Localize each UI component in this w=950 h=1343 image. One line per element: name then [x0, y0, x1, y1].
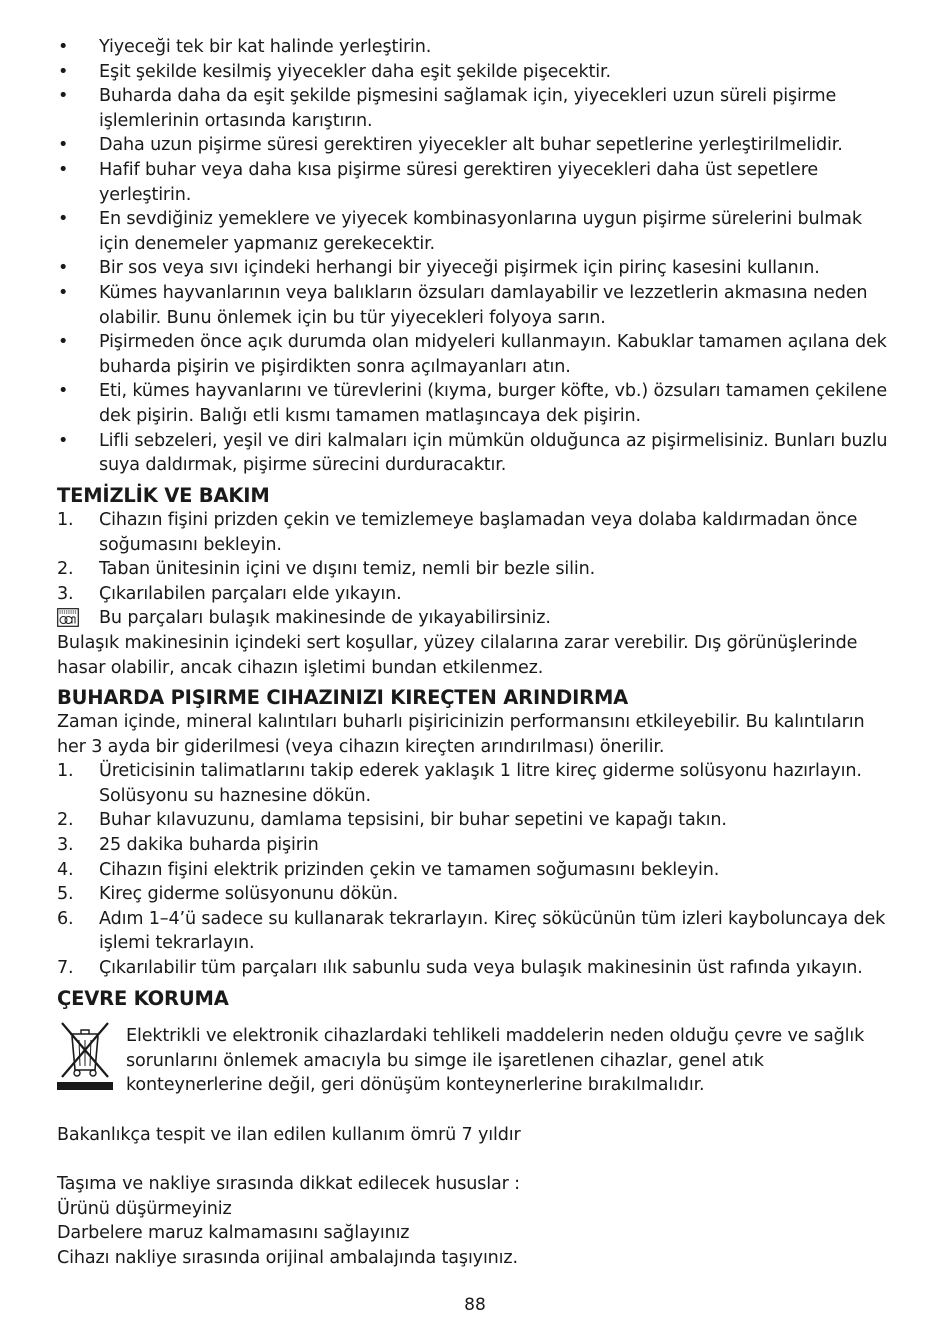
- section-heading-descaling: BUHARDA PIŞIRME CIHAZINIZI KIREÇTEN ARINDIRMA: [57, 686, 629, 709]
- environment-text: Elektrikli ve elektronik cihazlardaki tehlikeli maddelerin neden olduğu çevre ve sağlık sorunlarını önlemek amacıyla bu simge ile işaretlenen cihazlar, genel atık konteynerlerine değil, geri dönüşüm konteynerlerine bırakılmalıdır.: [126, 1026, 865, 1096]
- cooking-tips-list: [57, 35, 897, 478]
- step-text: Çıkarılabilen parçaları elde yıkayın.: [99, 583, 402, 604]
- step-number: 7.: [57, 957, 74, 978]
- list-item-text: En sevdiğiniz yemeklere ve yiyecek kombinasyonlarına uygun pişirme sürelerini bulmak için denemeler yapmanız gerekecektir.: [99, 209, 862, 254]
- cleaning-section: [57, 484, 897, 680]
- dishwasher-note: [57, 606, 897, 631]
- list-item: [57, 833, 897, 858]
- list-item: [57, 379, 897, 428]
- list-item: [57, 557, 897, 582]
- bullet-marker: •: [58, 37, 69, 57]
- transport-line: Cihazı nakliye sırasında orijinal ambalajında taşıyınız.: [57, 1247, 518, 1268]
- list-item: [57, 907, 897, 956]
- step-number: 5.: [57, 884, 74, 905]
- section-heading-cleaning: TEMİZLİK VE BAKIM: [57, 484, 270, 507]
- list-item: [57, 508, 897, 557]
- dishwasher-safe-icon: [57, 608, 79, 627]
- bullet-marker: •: [58, 159, 69, 180]
- list-item: [57, 330, 897, 379]
- list-item: [57, 133, 897, 158]
- transport-title: Taşıma ve nakliye sırasında dikkat edilecek hususlar :: [57, 1174, 520, 1194]
- list-item-text: Lifli sebzeleri, yeşil ve diri kalmaları için mümkün olduğunca az pişirmelisiniz. Bunları buzlu suya daldırmak, pişirme sürecini durduracaktır.: [99, 430, 888, 476]
- step-text: Kireç giderme solüsyonunu dökün.: [99, 884, 399, 905]
- step-number: 2.: [57, 810, 74, 831]
- lifetime-note: Bakanlıkça tespit ve ilan edilen kullanım ömrü 7 yıldır: [57, 1125, 521, 1145]
- step-text: 25 dakika buharda pişirin: [99, 834, 319, 855]
- list-item: [57, 759, 897, 808]
- list-item: [57, 956, 897, 981]
- list-item: [57, 281, 897, 330]
- list-item-text: Daha uzun pişirme süresi gerektiren yiyecekler alt buhar sepetlerine yerleştirilmelidir.: [99, 135, 843, 156]
- page-number: 88: [464, 1295, 486, 1315]
- list-item-text: Bir sos veya sıvı içindeki herhangi bir yiyeceği pişirmek için pirinç kasesini kullanın.: [99, 258, 820, 279]
- list-item-text: Hafif buhar veya daha kısa pişirme süresi gerektiren yiyecekleri daha üst sepetlere yerleştirin.: [99, 159, 819, 205]
- step-number: 1.: [57, 761, 74, 782]
- step-number: 4.: [57, 859, 74, 880]
- bullet-marker: •: [58, 381, 69, 402]
- crossed-bin-icon: [57, 1020, 113, 1090]
- step-number: 3.: [57, 583, 74, 604]
- list-item: [57, 582, 897, 607]
- list-item: [57, 429, 897, 478]
- list-item: [57, 207, 897, 256]
- transport-line: Ürünü düşürmeyiniz: [57, 1198, 232, 1219]
- bullet-marker: •: [58, 282, 69, 303]
- list-item: [57, 858, 897, 883]
- bullet-marker: •: [58, 61, 69, 82]
- list-item: [57, 882, 897, 907]
- descaling-intro: Zaman içinde, mineral kalıntıları buharlı pişiricinizin performansını etkileyebilir. Bu kalıntıların her 3 ayda bir giderilmesi (veya cihazın kireçten arındırılması) önerilir.: [57, 712, 865, 757]
- bullet-marker: •: [58, 332, 69, 353]
- list-item: [57, 808, 897, 833]
- list-item: [57, 60, 897, 85]
- step-text: Taban ünitesinin içini ve dışını temiz, nemli bir bezle silin.: [99, 559, 596, 580]
- step-text: Çıkarılabilir tüm parçaları ılık sabunlu suda veya bulaşık makinesinin üst rafında yıkayın.: [99, 957, 863, 978]
- list-item-text: Buharda daha da eşit şekilde pişmesini sağlamak için, yiyecekleri uzun süreli pişirme işlemlerinin ortasında karıştırın.: [99, 86, 837, 131]
- bullet-marker: •: [58, 430, 69, 451]
- list-item: [57, 35, 897, 60]
- dishwasher-note-text: Bu parçaları bulaşık makinesinde de yıkayabilirsiniz.: [99, 608, 551, 629]
- transport-line: Darbelere maruz kalmamasını sağlayınız: [57, 1223, 410, 1244]
- list-item-text: Kümes hayvanlarının veya balıkların özsuları damlayabilir ve lezzetlerin akmasına neden olabilir. Bunu önlemek için bu tür yiyecekleri folyoya sarın.: [99, 282, 868, 328]
- bullet-marker: •: [58, 135, 69, 156]
- list-item: [57, 158, 897, 207]
- section-heading-environment: ÇEVRE KORUMA: [57, 987, 229, 1010]
- step-text: Buhar kılavuzunu, damlama tepsisini, bir buhar sepetini ve kapağı takın.: [99, 810, 727, 831]
- list-item: [57, 256, 897, 281]
- dishwasher-warning: Bulaşık makinesinin içindeki sert koşullar, yüzey cilalarına zarar verebilir. Dış görünüşlerinde hasar olabilir, ancak cihazın işletimi bundan etkilenmez.: [57, 632, 858, 678]
- list-item-text: Eşit şekilde kesilmiş yiyecekler daha eşit şekilde pişecektir.: [99, 61, 611, 82]
- bullet-marker: •: [58, 258, 69, 279]
- step-text: Üreticisinin talimatlarını takip ederek yaklaşık 1 litre kireç giderme solüsyonu hazırlayın. Solüsyonu su haznesine dökün.: [99, 761, 862, 806]
- list-item: [57, 84, 897, 133]
- descaling-section: [57, 686, 897, 981]
- step-number: 3.: [57, 834, 74, 855]
- step-text: Adım 1–4’ü sadece su kullanarak tekrarlayın. Kireç sökücünün tüm izleri kayboluncaya dek işlemi tekrarlayın.: [99, 908, 886, 954]
- step-text: Cihazın fişini elektrik prizinden çekin ve tamamen soğumasını bekleyin.: [99, 859, 720, 880]
- list-item-text: Eti, kümes hayvanlarını ve türevlerini (kıyma, burger köfte, vb.) özsuları tamamen çekilene dek pişirin. Balığı etli kısmı tamamen matlaşıncaya dek pişirin.: [99, 381, 888, 426]
- step-text: Cihazın fişini prizden çekin ve temizlemeye başlamadan veya dolaba kaldırmadan önce soğumasını bekleyin.: [99, 510, 858, 555]
- transport-section: [57, 1172, 897, 1270]
- step-number: 2.: [57, 559, 74, 580]
- bullet-marker: •: [58, 209, 69, 230]
- step-number: 1.: [57, 510, 74, 530]
- weee-bin-icon-wrap: [57, 1020, 117, 1090]
- step-number: 6.: [57, 908, 74, 929]
- list-item-text: Yiyeceği tek bir kat halinde yerleştirin.: [99, 37, 432, 57]
- environment-section: [57, 987, 897, 1011]
- bullet-marker: •: [58, 86, 69, 107]
- list-item-text: Pişirmeden önce açık durumda olan midyeleri kullanmayın. Kabuklar tamamen açılana dek buharda pişirin ve pişirdikten sonra açılmayanları atın.: [99, 332, 887, 377]
